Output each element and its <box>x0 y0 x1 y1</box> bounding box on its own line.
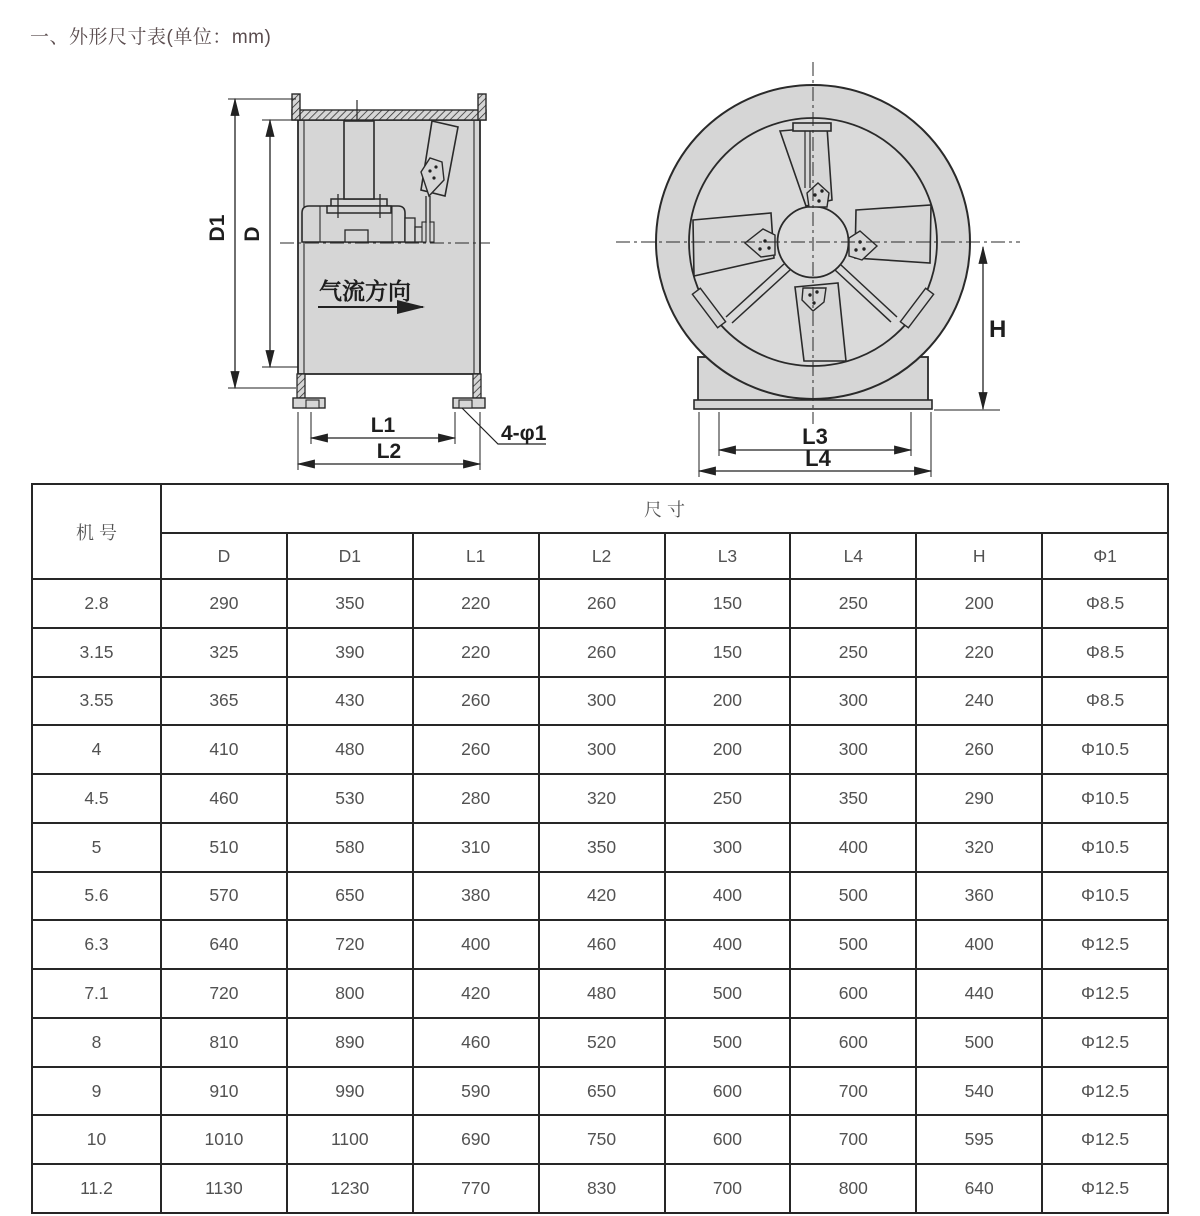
dim-value-cell: 400 <box>413 920 539 969</box>
dim-value-cell: Φ8.5 <box>1042 677 1168 726</box>
dim-value-cell: 540 <box>916 1067 1042 1116</box>
dim-value-cell: 200 <box>665 725 791 774</box>
dim-value-cell: Φ12.5 <box>1042 969 1168 1018</box>
machine-no-cell: 11.2 <box>32 1164 161 1213</box>
machine-no-cell: 2.8 <box>32 579 161 628</box>
table-row <box>32 1164 1168 1213</box>
dim-value-cell: 410 <box>161 725 287 774</box>
dim-value-cell: Φ10.5 <box>1042 823 1168 872</box>
dim-value-cell: Φ12.5 <box>1042 1115 1168 1164</box>
dim-value-cell: 400 <box>665 920 791 969</box>
dim-value-cell: 380 <box>413 872 539 921</box>
dim-value-cell: 510 <box>161 823 287 872</box>
dim-value-cell: Φ8.5 <box>1042 579 1168 628</box>
table-row <box>32 774 1168 823</box>
table-row <box>32 969 1168 1018</box>
dim-value-cell: 440 <box>916 969 1042 1018</box>
dim-value-cell: 570 <box>161 872 287 921</box>
table-row <box>32 920 1168 969</box>
holes-label: 4-φ1 <box>501 422 547 445</box>
dim-value-cell: 650 <box>287 872 413 921</box>
table-header-row-2 <box>32 533 1168 579</box>
holes-callout <box>462 408 547 445</box>
dim-value-cell: 580 <box>287 823 413 872</box>
dim-value-cell: 240 <box>916 677 1042 726</box>
dim-value-cell: 200 <box>665 677 791 726</box>
dim-value-cell: 300 <box>665 823 791 872</box>
mounting-feet <box>293 374 485 408</box>
dim-value-cell: 700 <box>790 1067 916 1116</box>
dim-value-cell: 360 <box>916 872 1042 921</box>
dim-value-cell: 150 <box>665 628 791 677</box>
column-header: D <box>161 533 287 579</box>
dim-value-cell: 750 <box>539 1115 665 1164</box>
dim-value-cell: Φ10.5 <box>1042 774 1168 823</box>
airflow-label: 气流方向 <box>319 278 411 304</box>
dim-value-cell: 325 <box>161 628 287 677</box>
page-title: 一、外形尺寸表(单位：mm) <box>30 27 272 48</box>
table-body <box>32 579 1168 1213</box>
dim-value-cell: 690 <box>413 1115 539 1164</box>
dim-value-cell: 600 <box>665 1067 791 1116</box>
table-row <box>32 725 1168 774</box>
dim-value-cell: 220 <box>413 628 539 677</box>
dim-value-cell: 500 <box>916 1018 1042 1067</box>
dimensions-table <box>31 483 1169 1214</box>
column-header: H <box>916 533 1042 579</box>
dim-value-cell: 400 <box>665 872 791 921</box>
dim-value-cell: 250 <box>665 774 791 823</box>
dim-value-cell: 640 <box>916 1164 1042 1213</box>
table-header-row-1 <box>32 484 1168 533</box>
dim-value-cell: 520 <box>539 1018 665 1067</box>
dim-label-h: H <box>989 316 1007 343</box>
dim-value-cell: 250 <box>790 579 916 628</box>
dim-value-cell: 720 <box>161 969 287 1018</box>
dim-value-cell: 640 <box>161 920 287 969</box>
dim-value-cell: 300 <box>790 677 916 726</box>
dim-value-cell: 1010 <box>161 1115 287 1164</box>
dim-value-cell: 350 <box>287 579 413 628</box>
machine-no-cell: 6.3 <box>32 920 161 969</box>
dim-value-cell: 420 <box>413 969 539 1018</box>
dim-value-cell: 500 <box>665 969 791 1018</box>
machine-no-cell: 5 <box>32 823 161 872</box>
machine-no-cell: 10 <box>32 1115 161 1164</box>
dim-value-cell: 800 <box>790 1164 916 1213</box>
column-header: L3 <box>665 533 791 579</box>
side-view-drawing <box>178 66 588 488</box>
dim-value-cell: 720 <box>287 920 413 969</box>
dim-value-cell: 390 <box>287 628 413 677</box>
dim-value-cell: 290 <box>916 774 1042 823</box>
dim-value-cell: 1100 <box>287 1115 413 1164</box>
dim-label-d1: D1 <box>206 214 229 242</box>
dim-value-cell: Φ12.5 <box>1042 1018 1168 1067</box>
dim-value-cell: 800 <box>287 969 413 1018</box>
dim-value-cell: 365 <box>161 677 287 726</box>
column-header: L2 <box>539 533 665 579</box>
dim-value-cell: 220 <box>413 579 539 628</box>
machine-no-cell: 4 <box>32 725 161 774</box>
front-view-svg <box>598 58 1063 488</box>
column-header: L1 <box>413 533 539 579</box>
dim-value-cell: 200 <box>916 579 1042 628</box>
table-row <box>32 1067 1168 1116</box>
dim-value-cell: 400 <box>916 920 1042 969</box>
dim-value-cell: 700 <box>790 1115 916 1164</box>
dim-value-cell: 260 <box>413 725 539 774</box>
dim-value-cell: 320 <box>916 823 1042 872</box>
dim-value-cell: 910 <box>161 1067 287 1116</box>
dim-value-cell: 600 <box>790 969 916 1018</box>
table-row <box>32 823 1168 872</box>
airflow-direction <box>318 278 423 307</box>
dim-value-cell: 480 <box>539 969 665 1018</box>
machine-no-cell: 9 <box>32 1067 161 1116</box>
dim-value-cell: 150 <box>665 579 791 628</box>
dim-value-cell: 460 <box>539 920 665 969</box>
dim-value-cell: 430 <box>287 677 413 726</box>
table-row <box>32 1018 1168 1067</box>
table-row <box>32 677 1168 726</box>
table-row <box>32 579 1168 628</box>
dim-label-l1: L1 <box>370 414 396 437</box>
dim-label-l4: L4 <box>805 446 831 471</box>
dim-value-cell: 770 <box>413 1164 539 1213</box>
dim-value-cell: 220 <box>916 628 1042 677</box>
dim-value-cell: 310 <box>413 823 539 872</box>
dim-value-cell: 260 <box>916 725 1042 774</box>
dim-label-l2: L2 <box>376 440 402 463</box>
dim-value-cell: Φ12.5 <box>1042 1164 1168 1213</box>
table-row <box>32 872 1168 921</box>
motor-stem <box>344 121 374 199</box>
top-shaft-bar <box>793 123 831 131</box>
dim-value-cell: 300 <box>539 725 665 774</box>
dim-value-cell: 500 <box>790 872 916 921</box>
machine-no-cell: 7.1 <box>32 969 161 1018</box>
machine-no-cell: 5.6 <box>32 872 161 921</box>
table-row <box>32 1115 1168 1164</box>
machine-no-cell: 3.55 <box>32 677 161 726</box>
dim-value-cell: 480 <box>287 725 413 774</box>
dim-value-cell: 460 <box>413 1018 539 1067</box>
dim-value-cell: Φ12.5 <box>1042 920 1168 969</box>
dim-value-cell: 250 <box>790 628 916 677</box>
dim-value-cell: 500 <box>665 1018 791 1067</box>
dim-value-cell: 1130 <box>161 1164 287 1213</box>
machine-no-cell: 4.5 <box>32 774 161 823</box>
front-view-drawing <box>598 58 1063 488</box>
dim-value-cell: 830 <box>539 1164 665 1213</box>
top-flange <box>292 110 486 120</box>
dim-value-cell: 590 <box>413 1067 539 1116</box>
dim-value-cell: 990 <box>287 1067 413 1116</box>
dim-value-cell: 290 <box>161 579 287 628</box>
dim-value-cell: 1230 <box>287 1164 413 1213</box>
dim-value-cell: 530 <box>287 774 413 823</box>
dim-label-l3: L3 <box>802 424 828 449</box>
dim-value-cell: 600 <box>790 1018 916 1067</box>
dimensions-header: 尺 寸 <box>161 484 1168 533</box>
column-header: Φ1 <box>1042 533 1168 579</box>
machine-no-cell: 8 <box>32 1018 161 1067</box>
column-header: D1 <box>287 533 413 579</box>
machine-number-header: 机 号 <box>32 484 161 579</box>
dim-value-cell: 890 <box>287 1018 413 1067</box>
dim-value-cell: 300 <box>539 677 665 726</box>
dim-value-cell: 260 <box>539 628 665 677</box>
dim-value-cell: 595 <box>916 1115 1042 1164</box>
dim-value-cell: Φ12.5 <box>1042 1067 1168 1116</box>
dim-value-cell: Φ10.5 <box>1042 872 1168 921</box>
dim-label-d: D <box>241 226 264 242</box>
dim-value-cell: 650 <box>539 1067 665 1116</box>
machine-no-cell: 3.15 <box>32 628 161 677</box>
column-header: L4 <box>790 533 916 579</box>
table-row <box>32 628 1168 677</box>
dim-value-cell: Φ10.5 <box>1042 725 1168 774</box>
dim-value-cell: Φ8.5 <box>1042 628 1168 677</box>
dim-value-cell: 260 <box>413 677 539 726</box>
dim-value-cell: 260 <box>539 579 665 628</box>
dim-value-cell: 300 <box>790 725 916 774</box>
dim-value-cell: 700 <box>665 1164 791 1213</box>
dim-value-cell: 600 <box>665 1115 791 1164</box>
side-view-svg <box>178 66 588 488</box>
dim-value-cell: 460 <box>161 774 287 823</box>
dim-value-cell: 350 <box>539 823 665 872</box>
dim-value-cell: 420 <box>539 872 665 921</box>
dim-value-cell: 280 <box>413 774 539 823</box>
dim-value-cell: 810 <box>161 1018 287 1067</box>
dim-value-cell: 350 <box>790 774 916 823</box>
dim-value-cell: 320 <box>539 774 665 823</box>
dim-value-cell: 500 <box>790 920 916 969</box>
dim-value-cell: 400 <box>790 823 916 872</box>
